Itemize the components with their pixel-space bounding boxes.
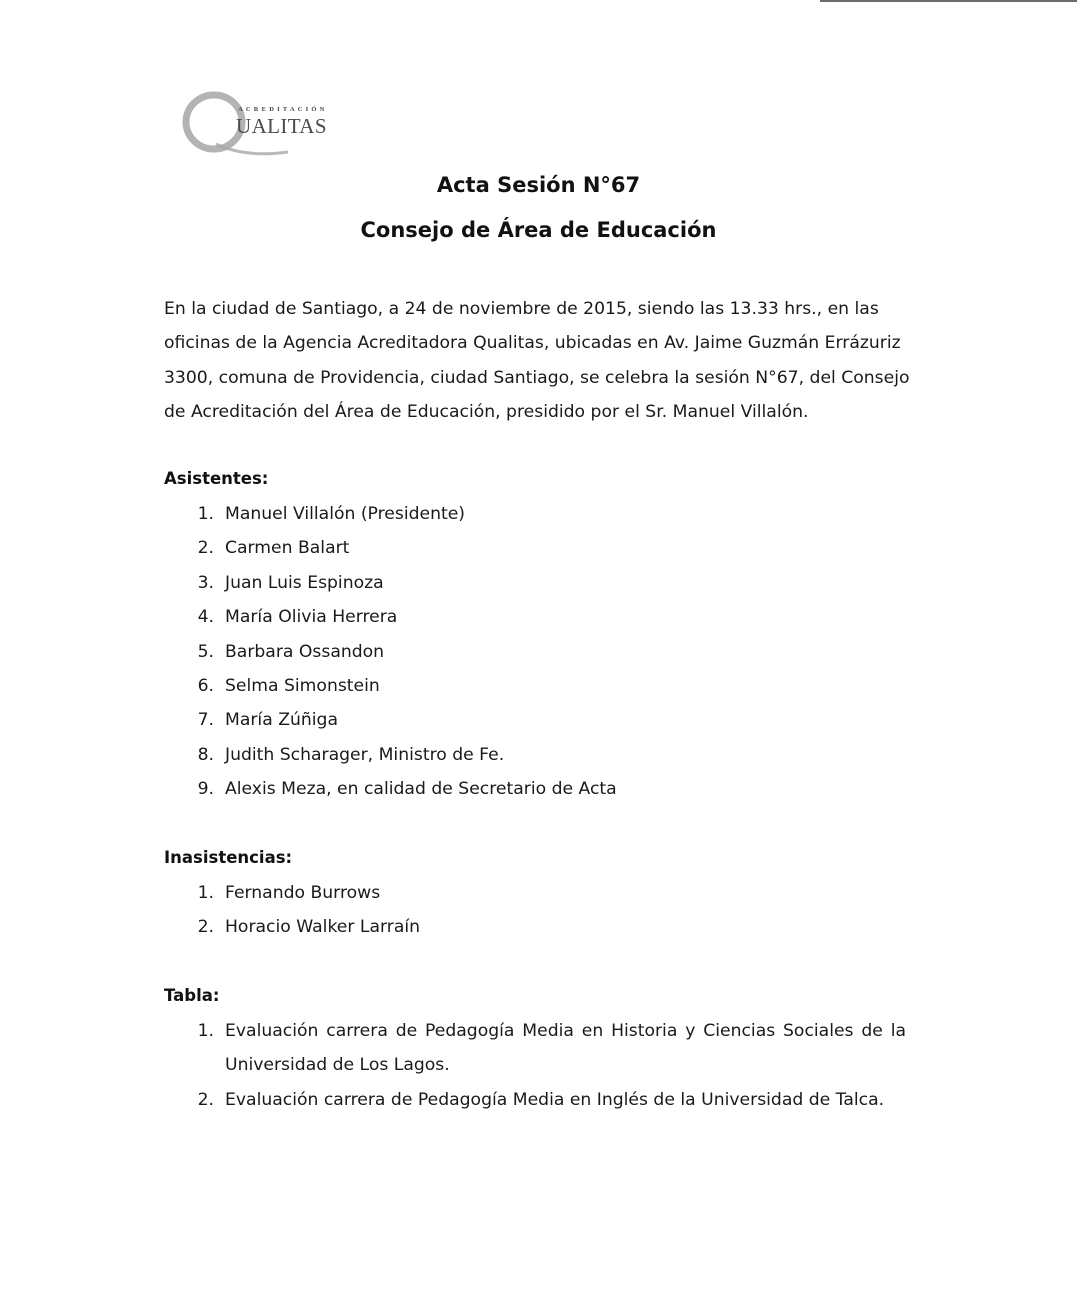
item-text: Horacio Walker Larraín [225, 917, 421, 938]
item-text: María Zúñiga [225, 710, 338, 731]
list-item [164, 703, 617, 737]
item-number: 6. [197, 676, 214, 697]
asistentes-heading: Asistentes: [164, 469, 269, 488]
list-item [164, 497, 617, 531]
tabla-list [164, 1014, 906, 1117]
intro-paragraph: En la ciudad de Santiago, a 24 de noviembre de 2015, siendo las 13.33 hrs., en las oficinas de la Agencia Acreditadora Qualitas, ubicadas en Av. Jaime Guzmán Errázuriz 3300, comuna de Providencia, ciudad Santiago, se celebra la sesión N°67, del Consejo de Acreditación del Área de Educación, presidido por el Sr. Manuel Villalón. [164, 299, 910, 422]
item-text: Judith Scharager, Ministro de Fe. [225, 744, 505, 765]
item-text: Universidad de Los Lagos. [225, 1055, 450, 1076]
logo-small-text: ACREDITACIÓN [238, 106, 328, 113]
document-subtitle: Consejo de Área de Educación [360, 218, 717, 242]
list-item [164, 1083, 906, 1117]
item-number: 5. [197, 641, 214, 662]
item-text: María Olivia Herrera [225, 607, 398, 628]
list-item [164, 531, 617, 565]
scan-edge-line [820, 0, 1077, 2]
item-number: 4. [197, 607, 214, 628]
item-text: Alexis Meza, en calidad de Secretario de Acta [225, 779, 617, 800]
item-number: 7. [197, 710, 214, 731]
item-text: Fernando Burrows [225, 883, 381, 903]
list-item [164, 635, 617, 669]
item-text: Juan Luis Espinoza [225, 572, 384, 593]
list-item [164, 669, 617, 703]
item-number: 8. [197, 744, 214, 765]
tabla-heading: Tabla: [164, 986, 220, 1005]
list-item [164, 876, 420, 910]
list-item [164, 600, 617, 634]
item-number: 9. [197, 779, 214, 800]
item-number: 2. [197, 1089, 214, 1110]
item-number: 1. [197, 504, 214, 524]
item-number: 2. [197, 917, 214, 938]
item-number: 1. [197, 1021, 214, 1041]
item-text: Manuel Villalón (Presidente) [225, 504, 466, 524]
item-text: Barbara Ossandon [225, 641, 385, 662]
inasistencias-heading: Inasistencias: [164, 848, 293, 867]
list-item [164, 566, 617, 600]
qualitas-logo [176, 86, 346, 162]
list-item [164, 910, 420, 944]
list-item [164, 738, 617, 772]
inasistencias-list [164, 876, 420, 945]
list-item [164, 1014, 906, 1083]
item-number: 2. [197, 538, 214, 559]
item-text: Carmen Balart [225, 538, 350, 559]
item-text: Evaluación carrera de Pedagogía Media en Historia y Ciencias Sociales de la [225, 1021, 906, 1041]
item-text: Selma Simonstein [225, 676, 380, 697]
asistentes-list [164, 497, 617, 807]
item-number: 3. [197, 572, 214, 593]
item-number: 1. [197, 883, 214, 903]
document-title: Acta Sesión N°67 [436, 173, 641, 197]
list-item [164, 772, 617, 806]
item-text: Evaluación carrera de Pedagogía Media en Inglés de la Universidad de Talca. [225, 1089, 885, 1110]
logo-big-text: UALITAS [236, 114, 327, 138]
